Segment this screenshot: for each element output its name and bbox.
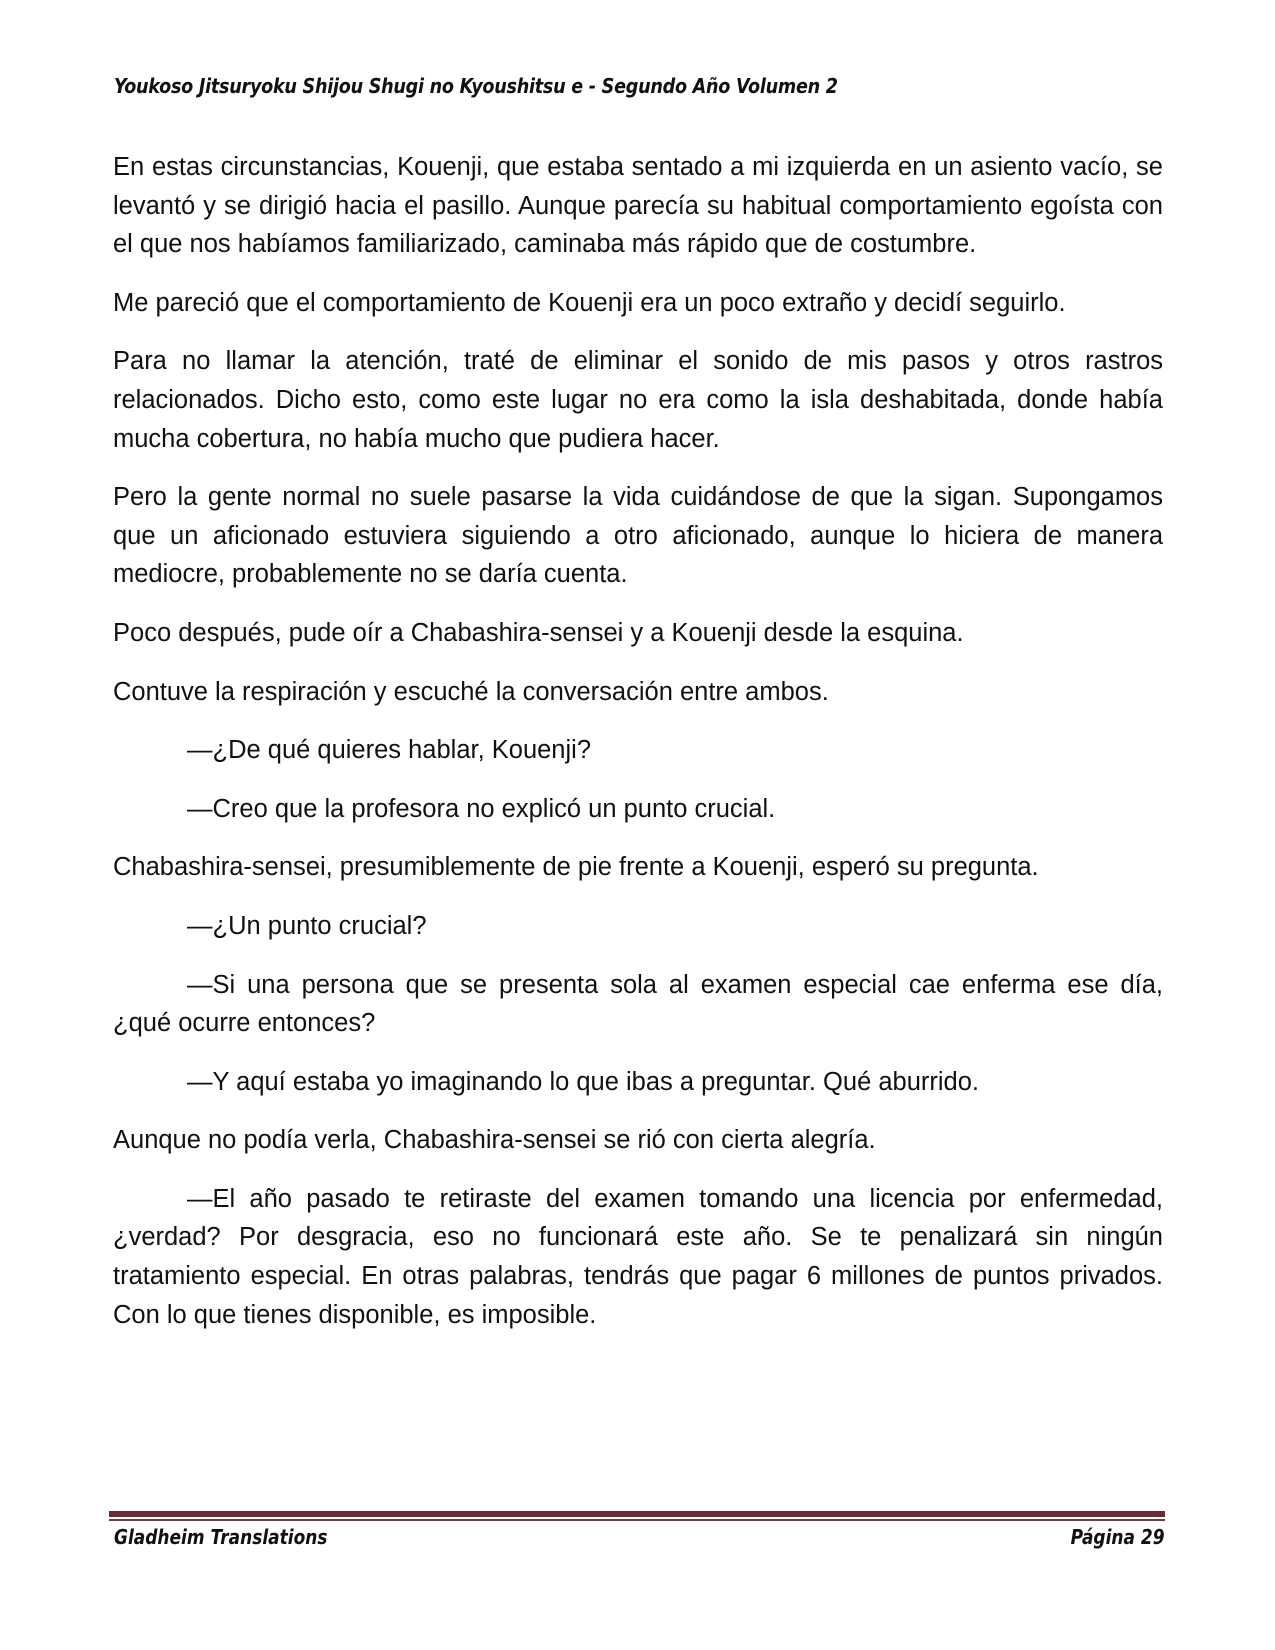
narration-paragraph: Pero la gente normal no suele pasarse la vida cuidándose de que la sigan. Supongamos que un aficionado estuviera siguiendo a otro aficionado, aunque lo hiciera de manera mediocre, probablemente no se daría cuenta. [113, 483, 1163, 589]
footer-credit: Gladheim Translations [114, 1525, 328, 1549]
running-header: Youkoso Jitsuryoku Shijou Shugi no Kyoushitsu e - Segundo Año Volumen 2 [114, 74, 838, 98]
page-number: Página 29 [1071, 1525, 1165, 1549]
footer-rule [109, 1511, 1165, 1517]
narration-paragraph: Para no llamar la atención, traté de eliminar el sonido de mis pasos y otros rastros relacionados. Dicho esto, como este lugar no era como la isla deshabitada, donde había mucha cobertura, no había mucho que pudiera hacer. [113, 347, 1163, 453]
narration-paragraph: Aunque no podía verla, Chabashira-sensei se rió con cierta alegría. [113, 1126, 876, 1155]
dialogue-paragraph: —El año pasado te retiraste del examen tomando una licencia por enfermedad, ¿verdad? Por desgracia, eso no funcionará este año. Se te penalizará sin ningún tratamiento especial. En otras palabras, tendrás que pagar 6 millones de puntos privados. Con lo que tienes disponible, es imposible. [113, 1184, 1163, 1329]
footer-rule-thin [109, 1519, 1165, 1521]
narration-paragraph: Me pareció que el comportamiento de Kouenji era un poco extraño y decidí seguirlo. [113, 288, 1066, 317]
narration-paragraph: Chabashira-sensei, presumiblemente de pie frente a Kouenji, esperó su pregunta. [113, 853, 1039, 882]
dialogue-paragraph: —Si una persona que se presenta sola al examen especial cae enferma ese día, ¿qué ocurre entonces? [113, 970, 1163, 1038]
narration-paragraph: En estas circunstancias, Kouenji, que estaba sentado a mi izquierda en un asiento vacío, se levantó y se dirigió hacia el pasillo. Aunque parecía su habitual comportamiento egoísta con el que nos habíamos familiarizado, caminaba más rápido que de costumbre. [113, 153, 1163, 259]
dialogue-paragraph: —Creo que la profesora no explicó un punto crucial. [187, 794, 776, 823]
narration-paragraph: Poco después, pude oír a Chabashira-sensei y a Kouenji desde la esquina. [113, 618, 964, 647]
dialogue-paragraph: —¿Un punto crucial? [187, 911, 427, 940]
dialogue-paragraph: —Y aquí estaba yo imaginando lo que ibas a preguntar. Qué aburrido. [187, 1067, 979, 1096]
dialogue-paragraph: —¿De qué quieres hablar, Kouenji? [187, 736, 592, 765]
narration-paragraph: Contuve la respiración y escuché la conversación entre ambos. [113, 677, 829, 706]
page-body [113, 148, 1163, 1354]
